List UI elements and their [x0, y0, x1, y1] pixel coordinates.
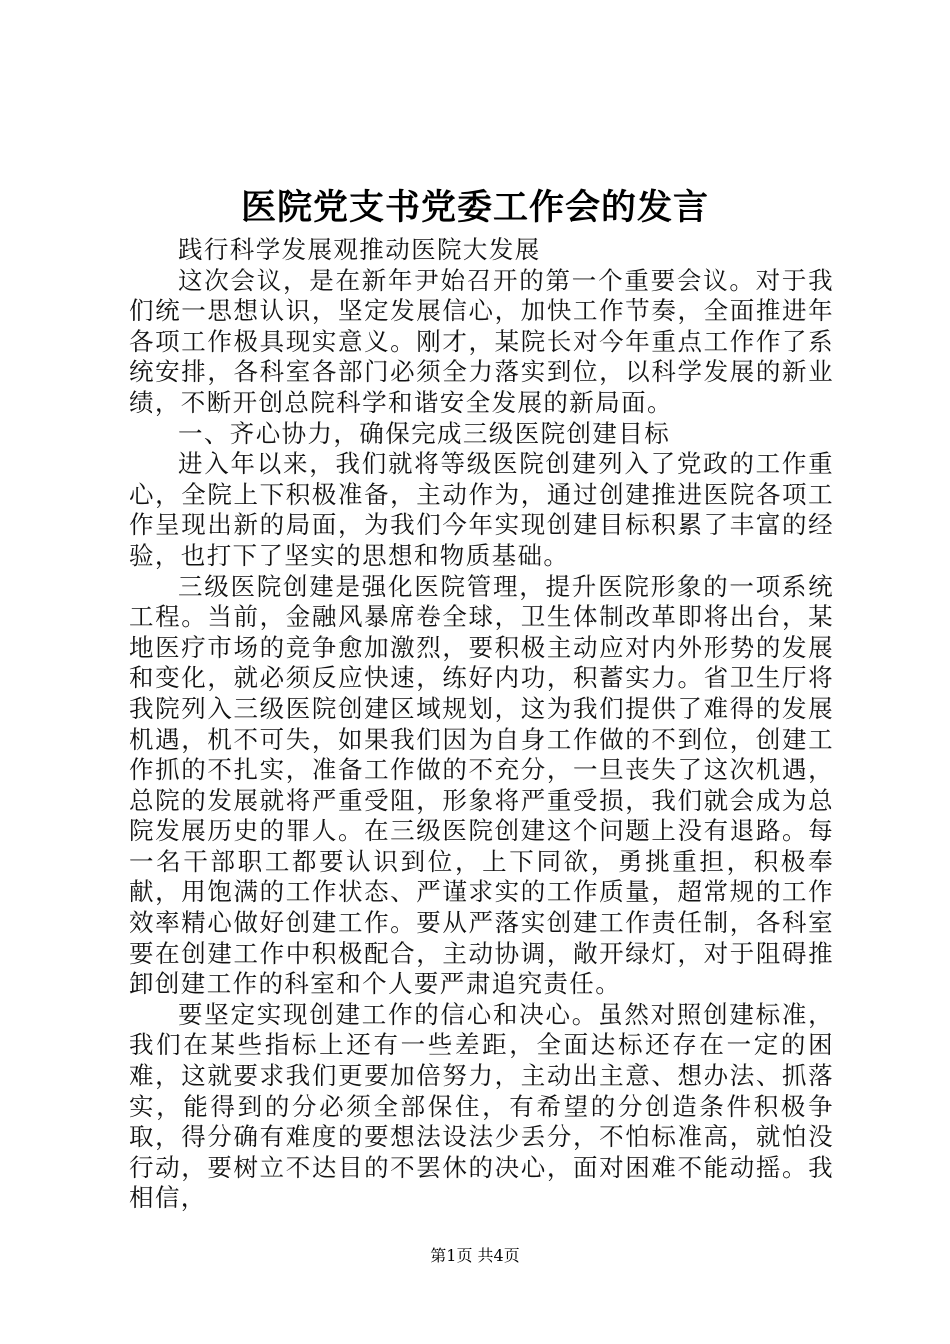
body-paragraph: 要坚定实现创建工作的信心和决心。虽然对照创建标准，我们在某些指标上还有一些差距，全面达标还存在一定的困难，这就要求我们更要加倍努力，主动出主意、想办法、抓落实，能得到的分必须全部保住，有希望的分创造条件积极争取，得分确有难度的要想法设法少丢分，不怕标准高，就怕没行动，要树立不达目的不罢休的决心，面对困难不能动摇。我相信，: [129, 999, 834, 1213]
page-number-footer: 第1页 共4页: [430, 1246, 520, 1265]
body-paragraph: 进入年以来，我们就将等级医院创建列入了党政的工作重心，全院上下积极准备，主动作为，通过创建推进医院各项工作呈现出新的局面，为我们今年实现创建目标积累了丰富的经验，也打下了坚实的思想和物质基础。: [129, 449, 834, 570]
body-paragraph: 三级医院创建是强化医院管理，提升医院形象的一项系统工程。当前，金融风暴席卷全球，卫生体制改革即将出台，某地医疗市场的竞争愈加激烈，要积极主动应对内外形势的发展和变化，就必须反应快速，练好内功，积蓄实力。省卫生厅将我院列入三级医院创建区域规划，这为我们提供了难得的发展机遇，机不可失，如果我们因为自身工作做的不到位，创建工作抓的不扎实，准备工作做的不充分，一旦丧失了这次机遇，总院的发展就将严重受阻，形象将严重受损，我们就会成为总院发展历史的罪人。在三级医院创建这个问题上没有退路。每一名干部职工都要认识到位，上下同欲，勇挑重担，积极奉献，用饱满的工作状态、严谨求实的工作质量，超常规的工作效率精心做好创建工作。要从严落实创建工作责任制，各科室要在创建工作中积极配合，主动协调，敞开绿灯，对于阻碍推卸创建工作的科室和个人要严肃追究责任。: [129, 571, 834, 999]
subtitle-paragraph: 践行科学发展观推动医院大发展: [178, 235, 541, 264]
document-title: 医院党支书党委工作会的发言: [240, 187, 709, 228]
body-paragraph: 这次会议，是在新年尹始召开的第一个重要会议。对于我们统一思想认识，坚定发展信心，加快工作节奏，全面推进年各项工作极具现实意义。刚才，某院长对今年重点工作作了系统安排，各科室各部门必须全力落实到位，以科学发展的新业绩，不断开创总院科学和谐安全发展的新局面。: [129, 265, 834, 417]
document-body: [129, 235, 834, 1214]
section-heading: 一、齐心协力，确保完成三级医院创建目标: [178, 418, 671, 448]
